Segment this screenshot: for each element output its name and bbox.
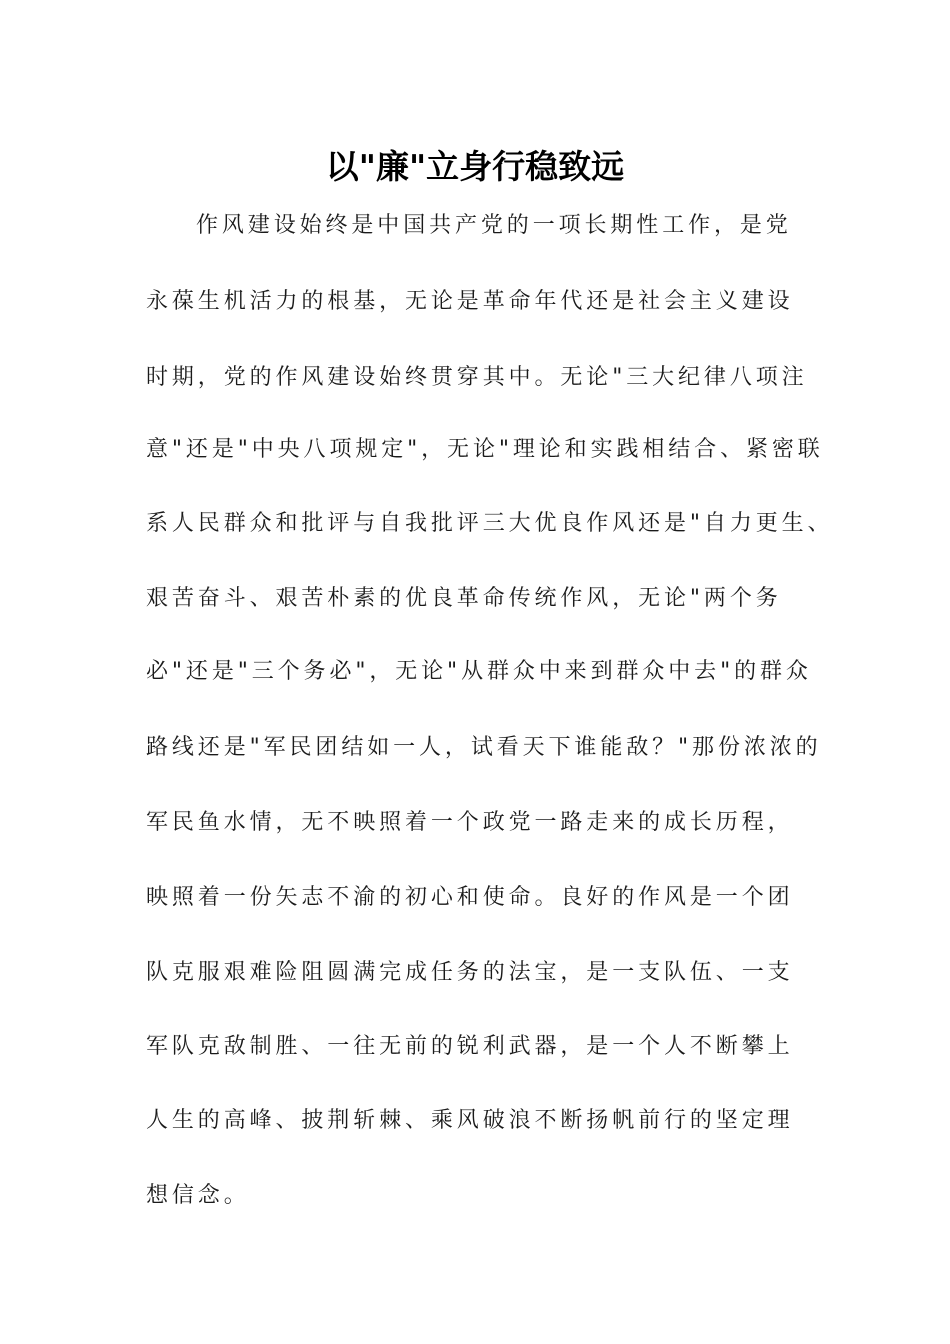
paragraph-line: 作风建设始终是中国共产党的一项长期性工作，是党 xyxy=(196,213,792,238)
document-title: 以"廉"立身行稳致远 xyxy=(325,147,625,186)
paragraph-line: 系人民群众和批评与自我批评三大优良作风还是"自力更生、 xyxy=(146,511,834,536)
paragraph-line: 人生的高峰、披荆斩棘、乘风破浪不断扬帆前行的坚定理 xyxy=(146,1108,794,1133)
paragraph-line: 队克服艰难险阻圆满完成任务的法宝，是一支队伍、一支 xyxy=(146,960,794,985)
paragraph-line: 艰苦奋斗、艰苦朴素的优良革命传统作风，无论"两个务 xyxy=(146,586,782,611)
paragraph-line: 想信念。 xyxy=(146,1183,250,1208)
paragraph-line: 时期，党的作风建设始终贯穿其中。无论"三大纪律八项注 xyxy=(146,365,808,390)
paragraph-line: 军民鱼水情，无不映照着一个政党一路走来的成长历程， xyxy=(146,810,794,835)
paragraph-line: 映照着一份矢志不渝的初心和使命。良好的作风是一个团 xyxy=(146,885,794,910)
paragraph-line: 军队克敌制胜、一往无前的锐利武器，是一个人不断攀上 xyxy=(146,1034,794,1059)
paragraph-line: 必"还是"三个务必"，无论"从群众中来到群众中去"的群众 xyxy=(146,659,812,684)
paragraph-line: 永葆生机活力的根基，无论是革命年代还是社会主义建设 xyxy=(146,289,794,314)
paragraph-line: 路线还是"军民团结如一人，试看天下谁能敌？"那份浓浓的 xyxy=(146,735,822,760)
paragraph-line: 意"还是"中央八项规定"，无论"理论和实践相结合、紧密联 xyxy=(146,437,824,462)
